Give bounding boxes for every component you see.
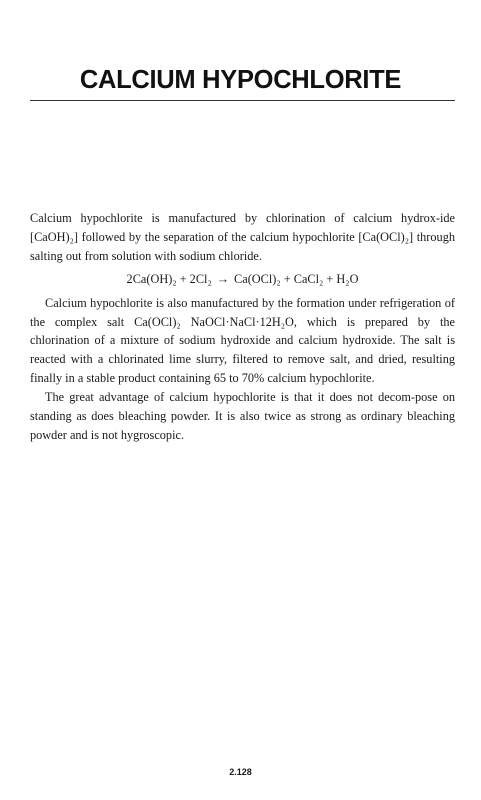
- equation-lhs: 2Ca(OH)₂ + 2Cl₂: [126, 271, 212, 286]
- title-rule: [30, 100, 455, 101]
- reaction-arrow: →: [216, 271, 230, 286]
- page-number: 2.128: [229, 767, 252, 777]
- paragraph-2: Calcium hypochlorite is also manufactured by the formation under refrigeration of the complex salt Ca(OCl)₂ NaOCl·NaCl·12H₂O, which is prepared by the chlorination of a mixture of sodium hydroxide and calcium hydroxide. The salt is reacted with a chlorinated lime slurry, filtered to remove salt, and dried, resulting finally in a stable product containing 65 to 70% calcium hypochlorite.: [30, 295, 455, 386]
- body-text: [30, 209, 455, 445]
- page-title: CALCIUM HYPOCHLORITE: [79, 66, 402, 94]
- equation-rhs: Ca(OCl)₂ + CaCl₂ + H₂O: [234, 271, 359, 286]
- paragraph-3: The great advantage of calcium hypochlorite is that it does not decom-pose on standing as does bleaching powder. It is also twice as strong as ordinary bleaching powder and is not hygroscopic.: [30, 390, 455, 442]
- chemical-equation: [30, 266, 455, 294]
- paragraph-1: Calcium hypochlorite is manufactured by chlorination of calcium hydrox-ide [CaOH)₂] followed by the separation of the calcium hypochlorite [Ca(OCl)₂] through salting out from solution with sodium chloride.: [30, 211, 455, 263]
